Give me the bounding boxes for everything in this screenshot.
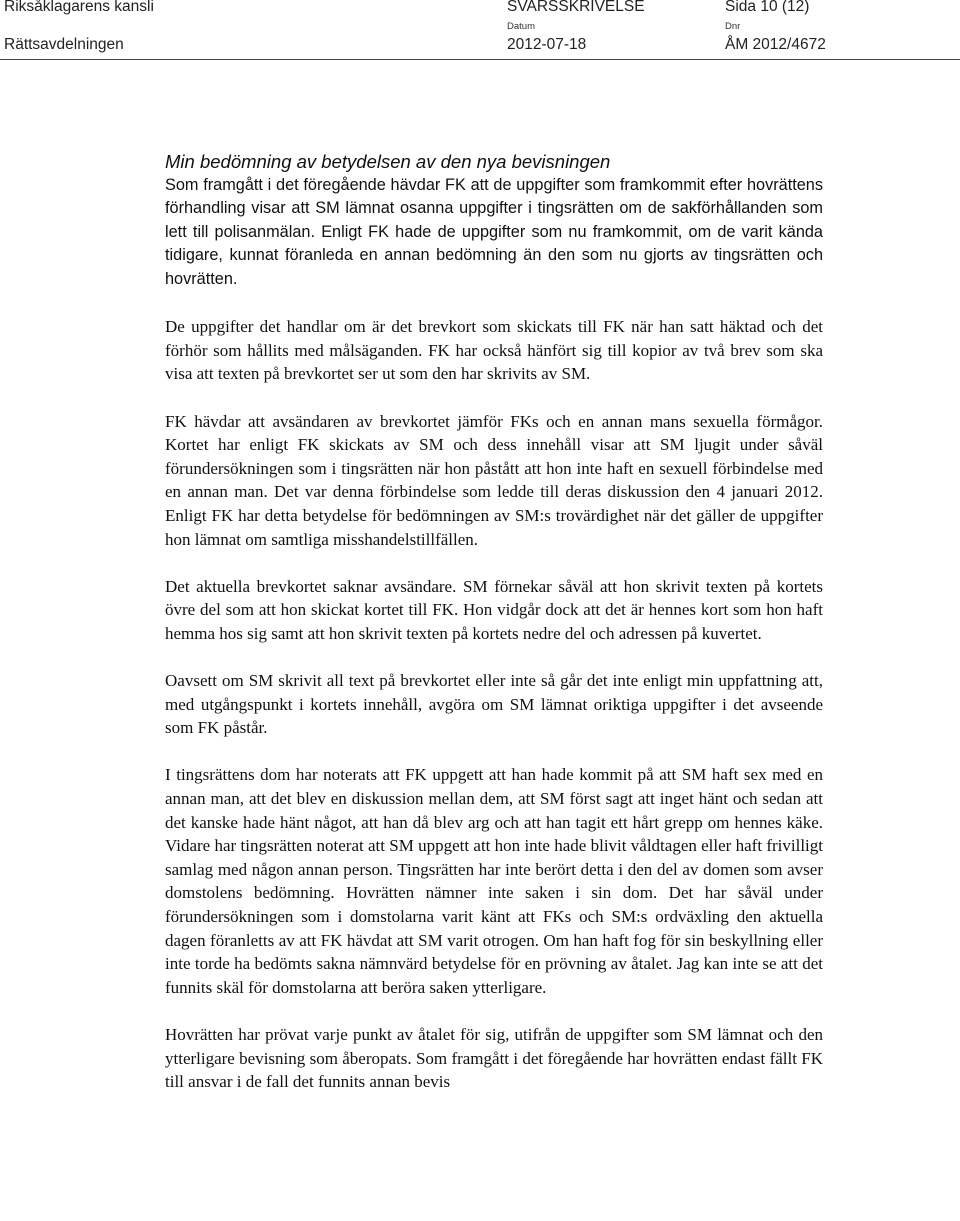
- section-heading: Min bedömning av betydelsen av den nya bevisningen: [165, 151, 611, 172]
- header-date-label: Datum: [507, 21, 535, 32]
- header-document-type: SVARSSKRIVELSE: [507, 0, 645, 15]
- body-paragraph: I tingsrättens dom har noterats att FK uppgett att han hade kommit på att SM haft sex med en annan man, att det blev en diskussion mellan dem, att SM först sagt att inget hänt och sedan att det kanske hade hänt något, att han då blev arg och att han tagit ett hårt grepp om hennes käke. Vidare har tingsrätten noterat att SM uppgett att hon inte hade blivit våldtagen eller haft frivilligt samlag med någon annan person. Tingsrätten har inte berört detta i den del av domen som avser domstolens bedömning. Hovrätten nämner inte saken i sin dom. Det har såväl under förundersökningen som i domstolarna varit känt att FKs och SM:s ordväxling den aktuella dagen föranletts av att FK hävdat att SM varit otrogen. Om han haft fog för sin beskyllning eller inte torde ha bedömts sakna nämnvärd betydelse för en prövning av åtalet. Jag kan inte se att det funnits skäl för domstolarna att beröra saken ytterligare.: [165, 765, 823, 997]
- header-dnr: ÅM 2012/4672: [725, 36, 826, 53]
- header-page-number: Sida 10 (12): [725, 0, 810, 15]
- document-body: [165, 150, 823, 1117]
- document-header: [0, 0, 960, 60]
- header-organization: Riksåklagarens kansli: [4, 0, 154, 15]
- body-paragraph: De uppgifter det handlar om är det brevkort som skickats till FK när han satt häktad och det förhör som hållits med målsäganden. FK har också hänfört sig till kopior av två brev som ska visa att texten på brevkortet ser ut som den har skrivits av SM.: [165, 317, 823, 384]
- body-paragraph: Oavsett om SM skrivit all text på brevkortet eller inte så går det inte enligt min uppfattning att, med utgångspunkt i kortets innehåll, avgöra om SM lämnat oriktiga uppgifter i det avseende som FK påstår.: [165, 671, 823, 738]
- header-divider: [0, 59, 960, 60]
- body-paragraph: Som framgått i det föregående hävdar FK att de uppgifter som framkommit efter hovrättens förhandling visar att SM lämnat osanna uppgifter i tingsrätten om de sakförhållanden som lett till polisanmälan. Enligt FK hade de uppgifter som nu framkommit, om de varit kända tidigare, kunnat föranleda en annan bedömning än den som nu gjorts av tingsrätten och hovrätten.: [165, 175, 823, 288]
- header-department: Rättsavdelningen: [4, 36, 124, 53]
- header-dnr-label: Dnr: [725, 21, 741, 32]
- body-paragraph: FK hävdar att avsändaren av brevkortet jämför FKs och en annan mans sexuella förmågor. Kortet har enligt FK skickats av SM och dess innehåll visar att SM ljugit under såväl förundersökningen som i tingsrätten när hon påstått att hon inte haft en sexuell förbindelse med en annan man. Det var denna förbindelse som ledde till deras diskussion den 4 januari 2012. Enligt FK har detta betydelse för bedömningen av SM:s trovärdighet när det gäller de uppgifter hon lämnat om samtliga misshandelstillfällen.: [165, 411, 823, 549]
- body-paragraph: Hovrätten har prövat varje punkt av åtalet för sig, utifrån de uppgifter som SM lämnat och den ytterligare bevisning som åberopats. Som framgått i det föregående har hovrätten endast fällt FK till ansvar i de fall det funnits annan bevis: [165, 1024, 823, 1092]
- header-date: 2012-07-18: [507, 36, 587, 53]
- body-paragraph: Det aktuella brevkortet saknar avsändare. SM förnekar såväl att hon skrivit texten på kortets övre del som att hon skickat kortet till FK. Hon vidgår dock att det är hennes kort som hon haft hemma hos sig samt att hon skrivit texten på kortets nedre del och adressen på kuvertet.: [165, 576, 823, 643]
